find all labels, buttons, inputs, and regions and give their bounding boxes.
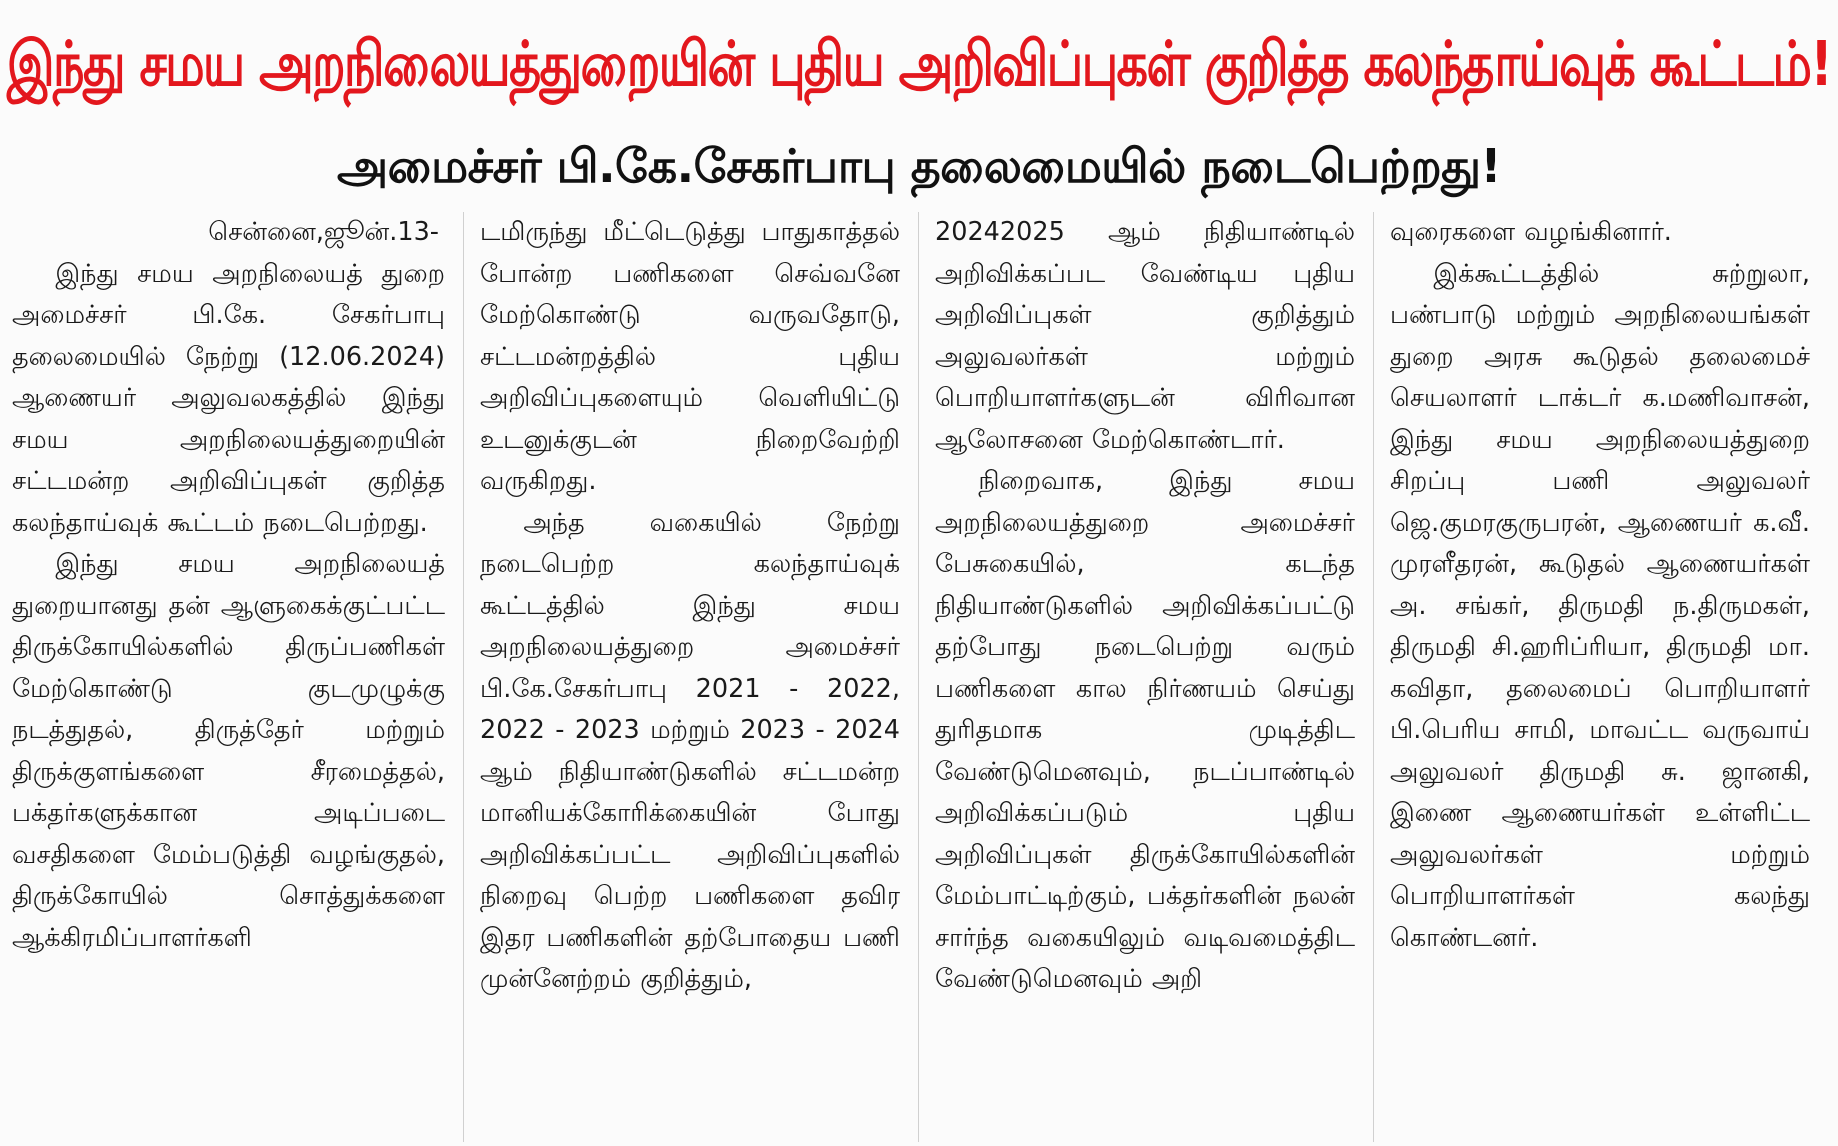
dateline: சென்னை,ஜூன்.13- — [208, 217, 439, 247]
article-paragraph: டமிருந்து மீட்டெடுத்து பாதுகாத்தல் போன்ற பணிகளை செவ்வனே மேற்கொண்டு வருவதோடு, சட்டமன்றத்தில் புதிய அறிவிப்புகளையும் வெளியிட்டு உடனுக்குடன் நிறைவேற்றி வருகிறது. — [480, 217, 900, 496]
article-column-2 — [463, 212, 918, 1142]
headline: இந்து சமய அறநிலையத்துறையின் புதிய அறிவிப்புகள் குறித்த கலந்தாய்வுக் கூட்டம்! — [6, 28, 1832, 100]
article-paragraph: இந்து சமய அறநிலையத் துறையானது தன் ஆளுகைக்குட்பட்ட திருக்கோயில்களில் திருப்பணிகள் மேற்கொண்டு குடமுழுக்கு நடத்துதல், திருத்தேர் மற்றும் திருக்குளங்களை சீரமைத்தல், பக்தர்களுக்கான அடிப்படை வசதிகளை மேம்படுத்தி வழங்குதல், திருக்கோயில் சொத்துக்களை ஆக்கிரமிப்பாளர்களி — [12, 549, 445, 953]
article-column-1 — [8, 212, 463, 1142]
article-column-3 — [918, 212, 1373, 1142]
article-column-4 — [1373, 212, 1828, 1142]
article-paragraph: 20242025 ஆம் நிதியாண்டில் அறிவிக்கப்பட வேண்டிய புதிய அறிவிப்புகள் குறித்தும் அலுவலர்கள் மற்றும் பொறியாளர்களுடன் விரிவான ஆலோசனை மேற்கொண்டார். — [935, 217, 1355, 455]
article-paragraph: அந்த வகையில் நேற்று நடைபெற்ற கலந்தாய்வுக் கூட்டத்தில் இந்து சமய அறநிலையத்துறை அமைச்சர் பி.கே.சேகர்பாபு 2021 - 2022, 2022 - 2023 மற்றும் 2023 - 2024 ஆம் நிதியாண்டுகளில் சட்டமன்ற மானியக்கோரிக்கையின் போது அறிவிக்கப்பட்ட அறிவிப்புகளில் நிறைவு பெற்ற பணிகளை தவிர இதர பணிகளின் தற்போதைய பணி முன்னேற்றம் குறித்தும், — [480, 507, 900, 994]
article-body — [8, 212, 1830, 1142]
subheadline: அமைச்சர் பி.கே.சேகர்பாபு தலைமையில் நடைபெற்றது! — [336, 138, 1502, 193]
article-paragraph: இக்கூட்டத்தில் சுற்றுலா, பண்பாடு மற்றும் அறநிலையங்கள் துறை அரசு கூடுதல் தலைமைச் செயலாளர் டாக்டர் க.மணிவாசன், இந்து சமய அறநிலையத்துறை சிறப்பு பணி அலுவலர் ஜெ.குமரகுருபரன், ஆணையர் க.வீ. முரளீதரன், கூடுதல் ஆணையர்கள் அ. சங்கர், திருமதி ந.திருமகள், திருமதி சி.ஹரிப்ரியா, திருமதி மா. கவிதா, தலைமைப் பொறியாளர் பி.பெரிய சாமி, மாவட்ட வருவாய் அலுவலர் திருமதி சு. ஜானகி, இணை ஆணையர்கள் உள்ளிட்ட அலுவலர்கள் மற்றும் பொறியாளர்கள் கலந்து கொண்டனர். — [1390, 258, 1810, 953]
article-paragraph: வுரைகளை வழங்கினார். — [1390, 217, 1672, 247]
article-paragraph: இந்து சமய அறநிலையத் துறை அமைச்சர் பி.கே. சேகர்பாபு தலைமையில் நேற்று (12.06.2024) ஆணையர் அலுவலகத்தில் இந்து சமய அறநிலையத்துறையின் சட்டமன்ற அறிவிப்புகள் குறித்த கலந்தாய்வுக் கூட்டம் நடைபெற்றது. — [12, 258, 445, 538]
article-paragraph: நிறைவாக, இந்து சமய அறநிலையத்துறை அமைச்சர் பேசுகையில், கடந்த நிதியாண்டுகளில் அறிவிக்கப்பட்டு தற்போது நடைபெற்று வரும் பணிகளை கால நிர்ணயம் செய்து துரிதமாக முடித்திட வேண்டுமெனவும், நடப்பாண்டில் அறிவிக்கப்படும் புதிய அறிவிப்புகள் திருக்கோயில்களின் மேம்பாட்டிற்கும், பக்தர்களின் நலன் சார்ந்த வகையிலும் வடிவமைத்திட வேண்டுமெனவும் அறி — [935, 466, 1355, 994]
